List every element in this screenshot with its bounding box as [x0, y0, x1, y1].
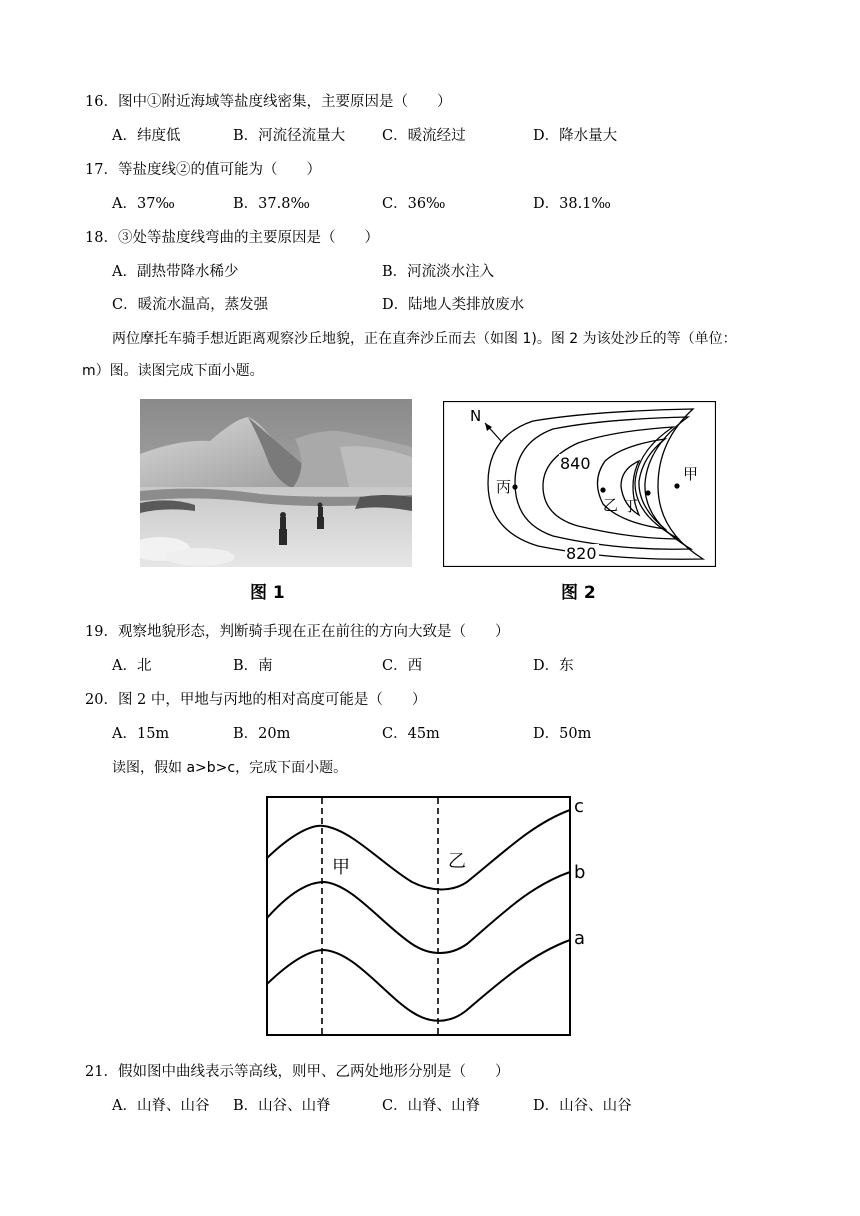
q17-option-a[interactable]: A．37‰: [112, 196, 175, 212]
q18-option-a[interactable]: A．副热带降水稀少: [112, 264, 239, 280]
q16-option-c[interactable]: C．暖流经过: [382, 128, 466, 144]
q16-option-b[interactable]: B．河流径流量大: [233, 128, 346, 144]
contour-wave-diagram: [262, 794, 590, 1038]
label-b: b: [574, 862, 586, 883]
dune-contour-map: [443, 401, 716, 567]
question-21-stem: 21．假如图中曲线表示等高线，则甲、乙两处地形分别是（ ）: [85, 1064, 510, 1080]
q19-option-c[interactable]: C．西: [382, 658, 423, 674]
q21-option-c[interactable]: C．山脊、山脊: [382, 1098, 481, 1114]
q20-option-a[interactable]: A．15m: [112, 726, 170, 742]
q17-option-b[interactable]: B．37.8‰: [233, 196, 310, 212]
q18-option-c[interactable]: C．暖流水温高，蒸发强: [112, 297, 269, 313]
north-label: N: [470, 407, 482, 425]
label-bing: 丙: [496, 478, 512, 496]
figure-1-caption: 图 1: [250, 583, 285, 603]
contour-label-820: 820: [566, 544, 597, 563]
q18-option-d[interactable]: D．陆地人类排放废水: [382, 297, 525, 313]
q19-option-b[interactable]: B．南: [233, 658, 273, 674]
question-16-stem: 16．图中①附近海域等盐度线密集，主要原因是（ ）: [85, 94, 452, 110]
q16-option-a[interactable]: A．纬度低: [112, 128, 181, 144]
q21-option-b[interactable]: B．山谷、山脊: [233, 1098, 331, 1114]
desert-motorcycle-photo: [140, 399, 412, 567]
q19-option-d[interactable]: D．东: [533, 658, 574, 674]
contour-label-840: 840: [560, 454, 591, 473]
label-a: a: [574, 928, 586, 949]
question-20-stem: 20．图 2 中，甲地与丙地的相对高度可能是（ ）: [85, 692, 427, 708]
question-18-stem: 18．③处等盐度线弯曲的主要原因是（ ）: [85, 230, 379, 246]
q17-option-d[interactable]: D．38.1‰: [533, 196, 611, 212]
q19-option-a[interactable]: A．北: [112, 658, 152, 674]
figure-2-caption: 图 2: [561, 583, 596, 603]
intro-paragraph-2: 读图，假如 a>b>c，完成下面小题。: [112, 760, 348, 776]
label-yi: 乙: [448, 851, 466, 872]
question-19-stem: 19．观察地貌形态，判断骑手现在正在前往的方向大致是（ ）: [85, 624, 510, 640]
q17-option-c[interactable]: C．36‰: [382, 196, 446, 212]
q21-option-d[interactable]: D．山谷、山谷: [533, 1098, 632, 1114]
q20-option-b[interactable]: B．20m: [233, 726, 291, 742]
label-c: c: [574, 796, 584, 817]
intro-paragraph-line-1: 两位摩托车骑手想近距离观察沙丘地貌，正在直奔沙丘而去（如图 1)。图 2 为该处沙丘的等（单位：: [112, 331, 737, 347]
q20-option-d[interactable]: D．50m: [533, 726, 592, 742]
intro-paragraph-line-2: m）图。读图完成下面小题。: [82, 363, 264, 379]
question-17-stem: 17．等盐度线②的值可能为（ ）: [85, 162, 321, 178]
q18-option-b[interactable]: B．河流淡水注入: [382, 264, 495, 280]
q21-option-a[interactable]: A．山脊、山谷: [112, 1098, 210, 1114]
label-jia: 甲: [683, 465, 699, 483]
label-ding: 丁: [623, 497, 639, 515]
label-yi: 乙: [603, 496, 619, 514]
q16-option-d[interactable]: D．降水量大: [533, 128, 618, 144]
label-jia: 甲: [332, 857, 350, 878]
q20-option-c[interactable]: C．45m: [382, 726, 440, 742]
